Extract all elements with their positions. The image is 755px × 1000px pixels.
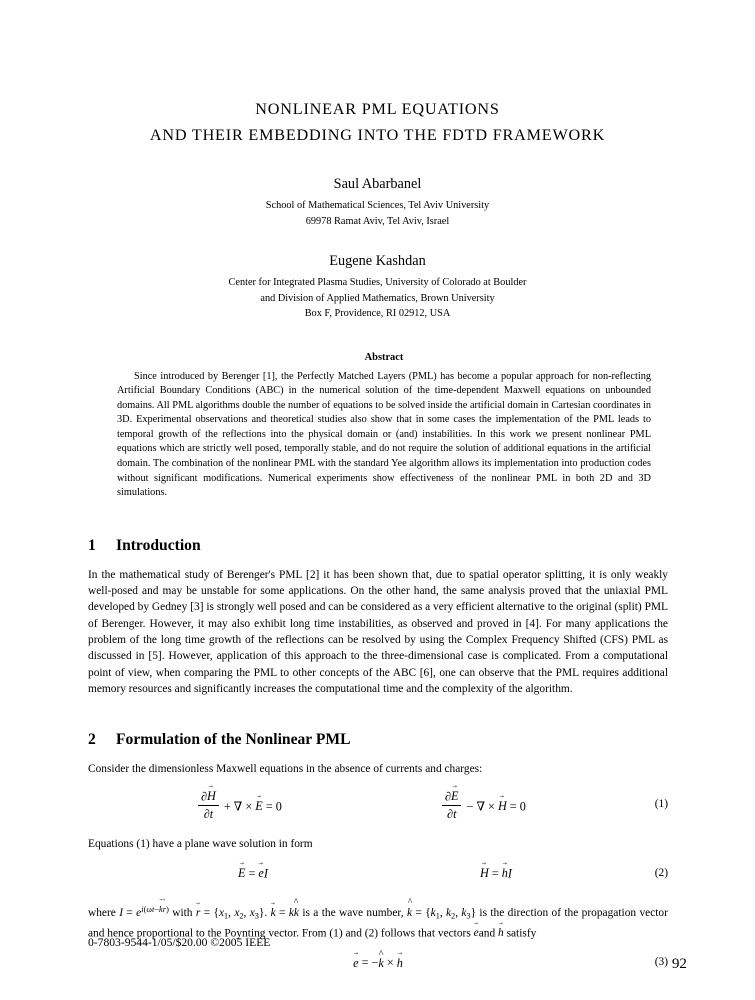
footer-isbn: 0-7803-9544-1/05/$20.00 ©2005 IEEE <box>88 936 271 949</box>
author-affiliation: and Division of Applied Mathematics, Brown University <box>260 292 495 304</box>
where-text-1: where <box>88 907 116 919</box>
page-number: 92 <box>671 955 687 972</box>
formulation-paragraph: Consider the dimensionless Maxwell equations in the absence of currents and charges: <box>88 763 483 776</box>
equation-3-row <box>88 955 668 979</box>
section-title: Formulation of the Nonlinear PML <box>116 731 351 749</box>
section-number: 1 <box>88 536 96 554</box>
equation-1-row <box>88 791 668 825</box>
text-after-equation-1: Equations (1) have a plane wave solution in form <box>88 837 313 850</box>
where-text-3: is a the wave number, <box>302 907 404 919</box>
where-text-2: with <box>172 907 193 919</box>
equation-2-right: H → = h →I <box>480 866 512 882</box>
title-line-1: NONLINEAR PML EQUATIONS <box>255 100 500 118</box>
equation-2-number: (2) <box>654 866 668 879</box>
inline-math-k: k → = kk ^ <box>271 907 299 919</box>
section-number: 2 <box>88 731 96 749</box>
author-block-2 <box>0 251 755 322</box>
author-name: Eugene Kashdan <box>329 253 426 269</box>
introduction-paragraph: In the mathematical study of Berenger's PML [2] it has been shown that, due to spatial operator splitting, it is only weakly well-posed and may be unstable for some applications. On the other hand, the same analysis proved that the uniaxial PML developed by Gedney [3] is strongly well posed and can be considered as a very efficient alternative to the original (split) PML of Berenger. However, it may also exhibit long time instabilities, as observed and proved in [4]. For many applications the problem of the long time growth of the reflections can be resolved by using the Complex Frequency Shifted (CFS) PML as discussed in [5]. However, application of this approach to the three-dimensional case is complicated. From a computational point of view, when comparing the PML to other concepts of the ABC [6], one can observe that the PML requires additional memory resources and significantly increases the computational time and the complexity of the algorithm. <box>88 568 668 695</box>
equation-1-right: $\frac{\partial E \to}{\partial t}$ − ∇ × H → = 0 <box>440 791 526 824</box>
equation-1-number: (1) <box>654 797 668 810</box>
where-text-5: and <box>478 927 496 940</box>
section-title: Introduction <box>116 536 201 554</box>
author-block-1 <box>0 174 755 229</box>
equation-1-left: $\frac{\partial H \to}{\partial t}$ + ∇ × E → = 0 <box>196 791 282 824</box>
inline-math-r: r → = {$x_1$, $x_2$, $x_3$}. <box>196 907 267 919</box>
equation-3-number: (3) <box>654 956 668 969</box>
author-name: Saul Abarbanel <box>333 176 422 192</box>
equation-2-left: E → = e →I <box>238 866 268 882</box>
inline-math-khat: k ^ = {$k_1$, $k_2$, $k_3$} <box>407 907 476 919</box>
where-text-6: satisfy <box>506 927 537 940</box>
author-affiliation: Center for Integrated Plasma Studies, University of Colorado at Boulder <box>228 277 527 288</box>
inline-math-e: e → <box>474 927 479 939</box>
author-affiliation: Box F, Providence, RI 02912, USA <box>304 308 451 319</box>
section-heading-introduction <box>88 537 667 555</box>
author-affiliation: 69978 Ramat Aviv, Tel Aviv, Israel <box>305 215 450 227</box>
section-heading-formulation <box>88 731 667 749</box>
author-affiliation: School of Mathematical Sciences, Tel Aviv University <box>265 200 490 211</box>
abstract-section <box>117 352 651 501</box>
title-line-2: AND THEIR EMBEDDING INTO THE FDTD FRAMEWORK <box>149 126 606 144</box>
abstract-heading: Abstract <box>364 351 404 363</box>
where-text-4: is the direction of the propagation vector and hence proportional to the Poynting vector. From (1) and (2) follows that vectors <box>88 907 668 940</box>
equation-3-expression: e → = −k ^ × h → <box>353 955 403 971</box>
inline-math-I: $I = e^{i(\omega t-k \to r \to)}$ <box>119 907 169 919</box>
paper-title <box>0 96 755 148</box>
inline-math-h: h → <box>498 927 504 939</box>
abstract-text: Since introduced by Berenger [1], the Perfectly Matched Layers (PML) has become a popular approach for non-reflecting Artificial Boundary Conditions (ABC) in the numerical solution of the time-dependent Maxwell equations on unbounded domains. All PML algorithms double the number of equations to be solved inside the artificial domain in Cartesian coordinates in 3D. Experimental observations and theoretical studies also show that in some cases the implementation of the PML leads to temporal growth of the reflections into the physical domain or (and) instabilities. In this work we present nonlinear PML equations which are strictly well posed, temporally stable, and do not require the solution of additional equations in the artificial domain. The combination of the nonlinear PML with the standard Yee algorithm allows its implementation into production codes without significant modifications. Numerical experiments show effectiveness of the nonlinear PML in both 2D and 3D simulations. <box>117 370 651 499</box>
equation-2-row <box>88 866 668 890</box>
